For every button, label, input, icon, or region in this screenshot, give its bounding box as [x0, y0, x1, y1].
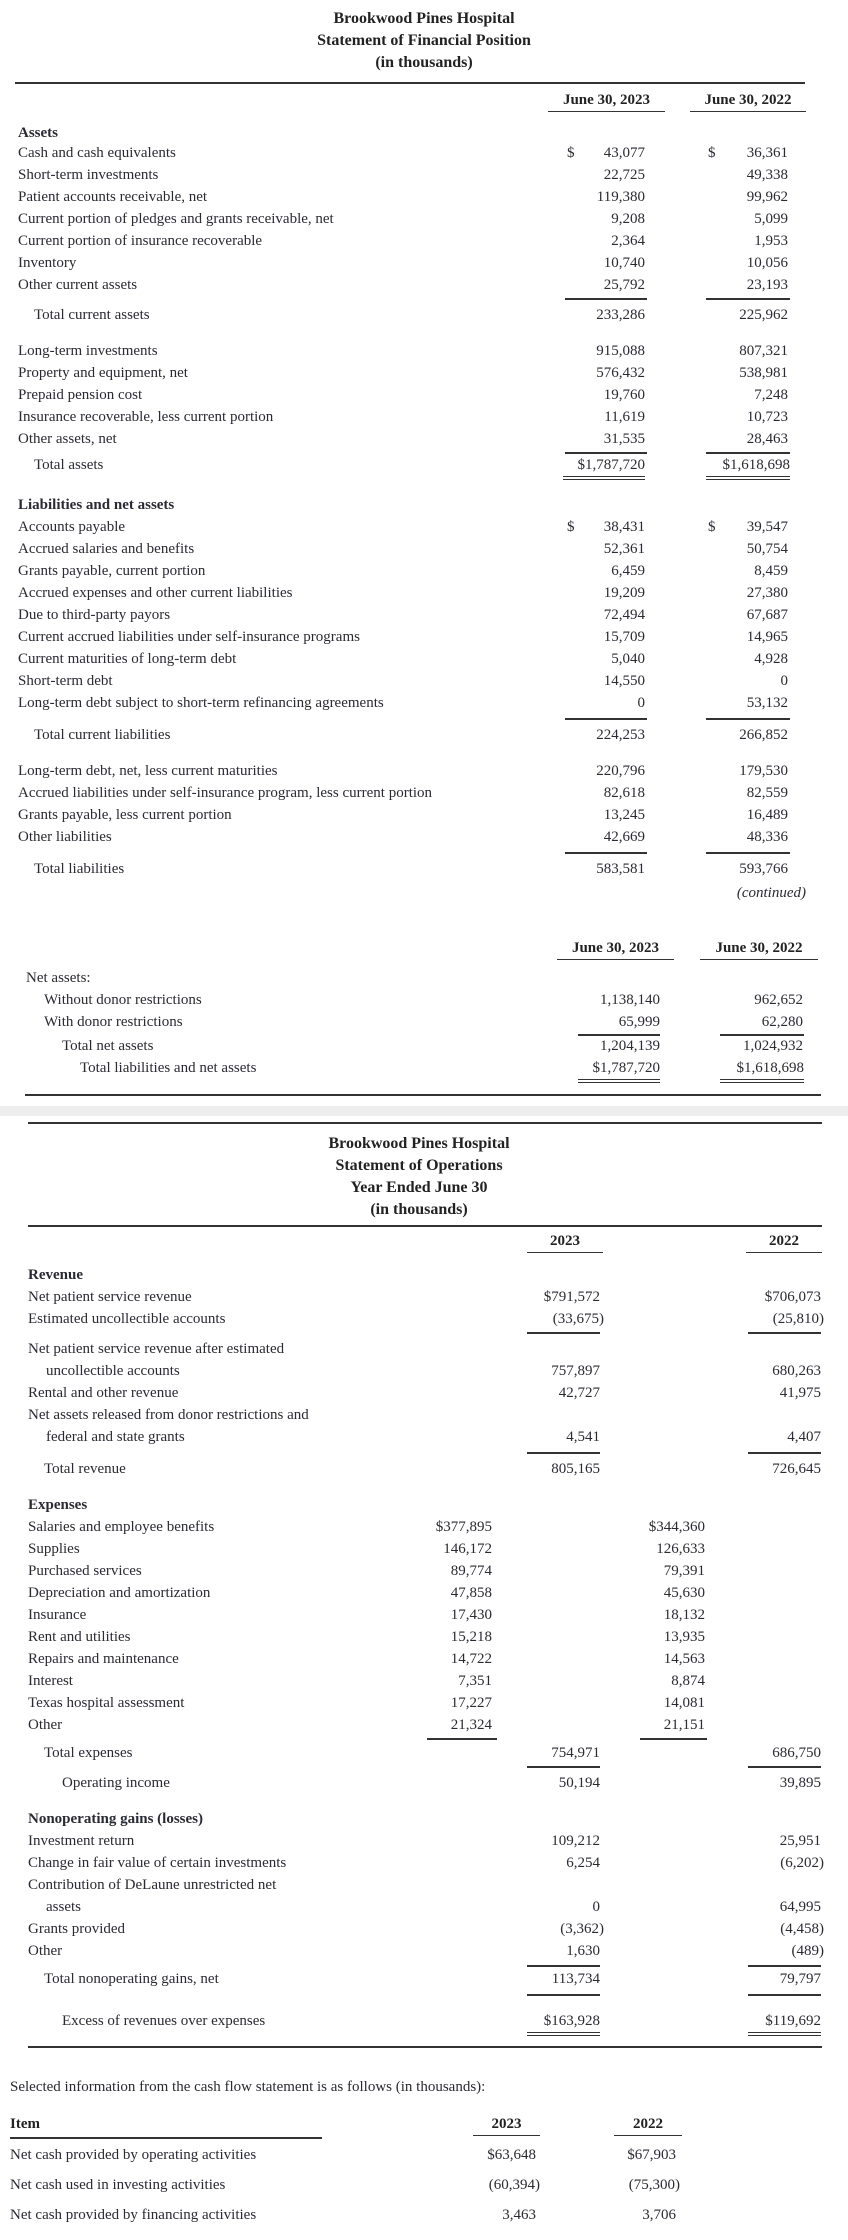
subtotal-rule [748, 1994, 821, 1996]
table-row: assets 0 64,995 [46, 1899, 821, 1915]
table-row: uncollectible accounts 757,897 680,263 [46, 1363, 821, 1379]
table-row: Net assets released from donor restrictions and [28, 1407, 309, 1423]
net-assets-heading: Net assets: [26, 970, 91, 986]
table-row: Insurance recoverable, less current portion 11,619 10,723 [18, 409, 788, 425]
top-rule [28, 1122, 822, 1124]
total-row: Excess of revenues over expenses $163,928 $119,692 [0, 2010, 848, 2032]
total-row: Total liabilities 583,581 593,766 [34, 861, 788, 877]
item-header-rule [10, 2137, 322, 2139]
table-row: Other current assets 25,792 23,193 [18, 277, 788, 293]
table-row: Grants provided (3,362) (4,458) [28, 1921, 824, 1937]
subtotal-rule [527, 1965, 600, 1967]
table-row: Net cash provided by operating activities $63,648 $67,903 [10, 2147, 676, 2163]
dollar-sign: $ [567, 145, 575, 161]
operations-title [0, 1133, 843, 1221]
subtotal-rule [527, 1452, 600, 1454]
col-header-2022: June 30, 2022 [690, 89, 806, 112]
table-row: Salaries and employee benefits $377,895 $344,360 [28, 1519, 705, 1535]
table-row: Depreciation and amortization 47,858 45,630 [28, 1585, 705, 1601]
table-row: Grants payable, less current portion 13,245 16,489 [18, 807, 788, 823]
col-header-2022: 2022 [614, 2113, 682, 2136]
subtotal-rule [565, 298, 647, 300]
subtotal-rule [527, 1766, 600, 1768]
table-row: Contribution of DeLaune unrestricted net [28, 1877, 277, 1893]
continued-note: (continued) [736, 885, 806, 901]
subtotal-rule [748, 1452, 821, 1454]
liabilities-heading: Liabilities and net assets [18, 497, 175, 513]
table-row: Purchased services 89,774 79,391 [28, 1563, 705, 1579]
column-header-row: 2023 2022 [0, 1230, 848, 1252]
table-row: Other 21,324 21,151 [28, 1717, 705, 1733]
table-row: Other liabilities 42,669 48,336 [18, 829, 788, 845]
col-header-item: Item [10, 2116, 40, 2132]
statement-name: Statement of Financial Position [317, 32, 531, 49]
table-row: Texas hospital assessment 17,227 14,081 [28, 1695, 705, 1711]
col-header-2023: June 30, 2023 [548, 89, 665, 112]
subtotal-rule [527, 1994, 600, 1996]
column-header-row [0, 2113, 848, 2135]
total-row: Total nonoperating gains, net 113,734 79,797 [44, 1971, 821, 1987]
balance-sheet-title [0, 8, 848, 74]
total-row: Total assets $1,787,720 $1,618,698 [0, 454, 848, 476]
table-row: Net cash used in investing activities (60,394) (75,300) [10, 2177, 680, 2193]
total-row: Total liabilities and net assets $1,787,720 $1,618,698 [0, 1057, 848, 1079]
table-row: Other assets, net 31,535 28,463 [18, 431, 788, 447]
table-row: Other 1,630 (489) [28, 1943, 824, 1959]
subtotal-rule [527, 1332, 600, 1334]
table-row: Due to third-party payors 72,494 67,687 [18, 607, 788, 623]
table-row: Rent and utilities 15,218 13,935 [28, 1629, 705, 1645]
table-row: Long-term debt subject to short-term refinancing agreements 0 53,132 [18, 695, 788, 711]
org-name: Brookwood Pines Hospital [333, 10, 515, 27]
table-row: Accrued liabilities under self-insurance program, less current portion 82,618 82,559 [18, 785, 788, 801]
table-row: Supplies 146,172 126,633 [28, 1541, 705, 1557]
table-row: Property and equipment, net 576,432 538,981 [18, 365, 788, 381]
table-row: Change in fair value of certain investments 6,254 (6,202) [28, 1855, 824, 1871]
table-row: Repairs and maintenance 14,722 14,563 [28, 1651, 705, 1667]
subtotal-rule [427, 1738, 497, 1740]
units-note: (in thousands) [370, 1201, 468, 1218]
subtotal-rule [748, 1766, 821, 1768]
table-row: Net cash provided by financing activities 3,463 3,706 [10, 2207, 676, 2223]
org-name: Brookwood Pines Hospital [328, 1135, 510, 1152]
table-row: Inventory 10,740 10,056 [18, 255, 788, 271]
subtotal-rule [706, 298, 790, 300]
table-row: Grants payable, current portion 6,459 8,459 [18, 563, 788, 579]
period: Year Ended June 30 [350, 1179, 488, 1196]
balance-sheet [0, 0, 848, 1100]
table-row: Accounts payable $ 38,431 $ 39,547 [0, 516, 848, 538]
expenses-heading: Expenses [28, 1497, 88, 1513]
table-row: federal and state grants 4,541 4,407 [46, 1429, 821, 1445]
cash-flow-intro: Selected information from the cash flow statement is as follows (in thousands): [10, 2079, 486, 2095]
table-row: Long-term investments 915,088 807,321 [18, 343, 788, 359]
subtotal-rule [748, 1332, 821, 1334]
table-row: Interest 7,351 8,874 [28, 1673, 705, 1689]
total-row: Total current liabilities 224,253 266,852 [34, 727, 788, 743]
subtotal-rule [748, 1965, 821, 1967]
dollar-sign: $ [708, 519, 716, 535]
table-row: Short-term debt 14,550 0 [18, 673, 788, 689]
table-row: Accrued expenses and other current liabilities 19,209 27,380 [18, 585, 788, 601]
bottom-rule [28, 2046, 822, 2048]
table-row: Without donor restrictions 1,138,140 962,652 [44, 992, 803, 1008]
revenue-heading: Revenue [28, 1267, 83, 1283]
bottom-rule [25, 1094, 821, 1096]
total-row: Total current assets 233,286 225,962 [34, 307, 788, 323]
table-row: Current accrued liabilities under self-insurance programs 15,709 14,965 [18, 629, 788, 645]
column-header-row: June 30, 2023 June 30, 2022 [0, 937, 848, 959]
table-row: Patient accounts receivable, net 119,380 99,962 [18, 189, 788, 205]
table-row: Net patient service revenue after estimated [28, 1341, 285, 1357]
table-row: Rental and other revenue 42,727 41,975 [28, 1385, 821, 1401]
dollar-sign: $ [708, 145, 716, 161]
subtotal-rule [706, 718, 790, 720]
col-header-2023: 2023 [473, 2113, 540, 2136]
subtotal-rule [565, 718, 647, 720]
units-note: (in thousands) [375, 54, 473, 71]
table-row: Net patient service revenue $791,572 $706,073 [28, 1289, 821, 1305]
table-row: Estimated uncollectible accounts (33,675) (25,810) [28, 1311, 824, 1327]
top-rule [15, 82, 805, 84]
total-row: Operating income 50,194 39,895 [62, 1775, 821, 1791]
table-row: With donor restrictions 65,999 62,280 [44, 1014, 803, 1030]
total-row: Total net assets 1,204,139 1,024,932 [62, 1038, 803, 1054]
assets-heading: Assets [18, 125, 58, 141]
statement-name: Statement of Operations [335, 1157, 503, 1174]
total-row: Total expenses 754,971 686,750 [44, 1745, 821, 1761]
table-row: Accrued salaries and benefits 52,361 50,754 [18, 541, 788, 557]
table-row: Long-term debt, net, less current maturities 220,796 179,530 [18, 763, 788, 779]
table-row: Cash and cash equivalents $ 43,077 $ 36,361 [0, 142, 848, 164]
table-row: Current maturities of long-term debt 5,040 4,928 [18, 651, 788, 667]
table-row: Prepaid pension cost 19,760 7,248 [18, 387, 788, 403]
column-header-row [0, 89, 848, 111]
table-row: Investment return 109,212 25,951 [28, 1833, 821, 1849]
subtotal-rule [640, 1738, 707, 1740]
table-row: Short-term investments 22,725 49,338 [18, 167, 788, 183]
dollar-sign: $ [567, 519, 575, 535]
total-row: Total revenue 805,165 726,645 [44, 1461, 821, 1477]
subtotal-rule [565, 852, 647, 854]
header-rule [28, 1225, 822, 1227]
table-row: Insurance 17,430 18,132 [28, 1607, 705, 1623]
table-row: Current portion of insurance recoverable 2,364 1,953 [18, 233, 788, 249]
subtotal-rule [706, 852, 790, 854]
nonoperating-heading: Nonoperating gains (losses) [28, 1811, 204, 1827]
page-separator [0, 1106, 848, 1116]
table-row: Current portion of pledges and grants receivable, net 9,208 5,099 [18, 211, 788, 227]
